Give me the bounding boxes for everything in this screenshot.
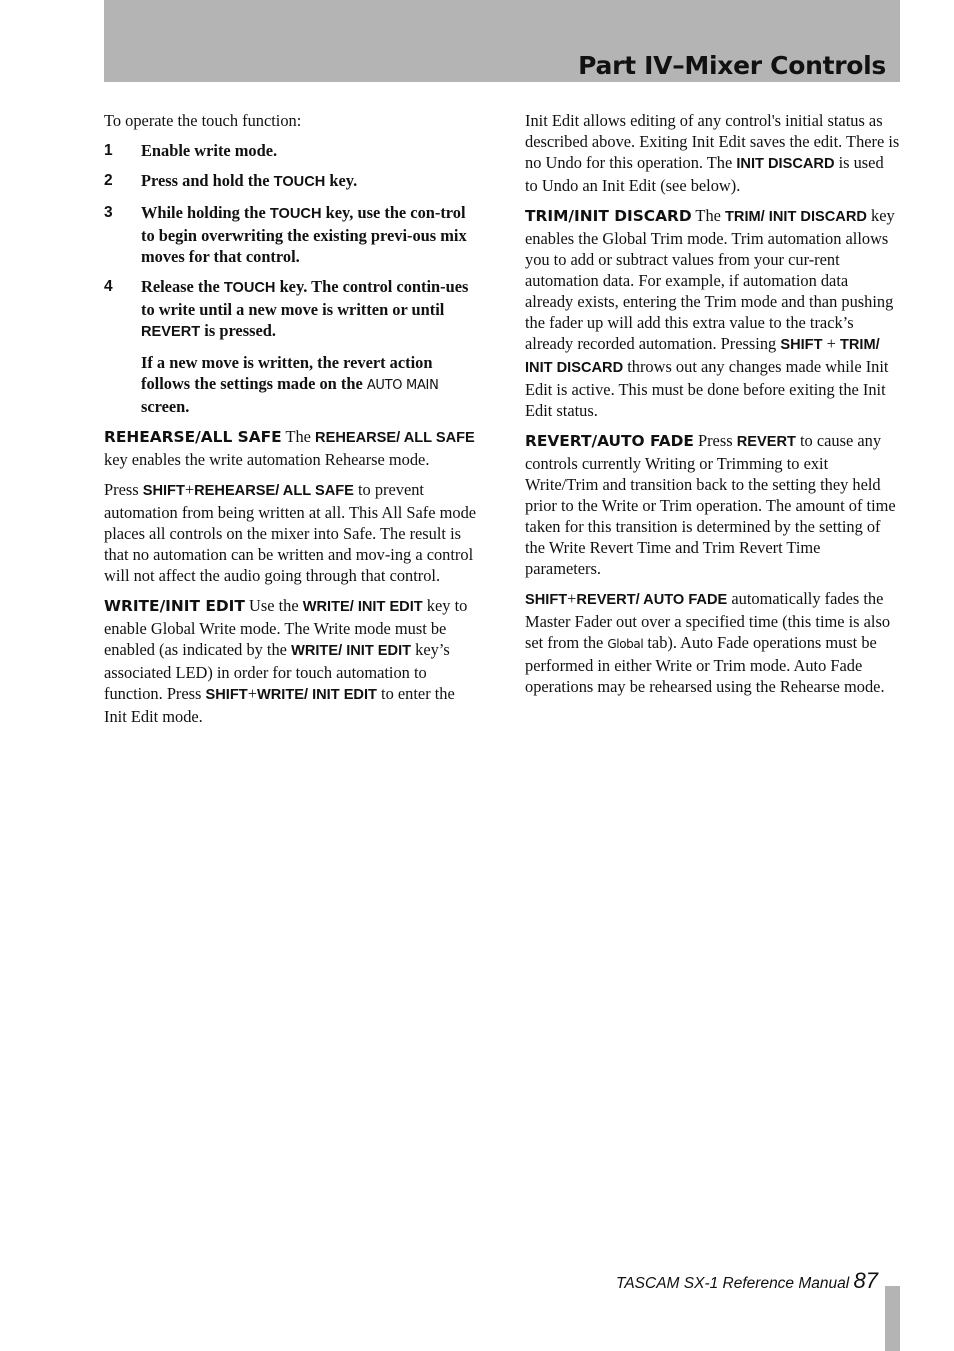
body-text: The [691, 206, 726, 225]
key-name: WRITE/ INIT EDIT [302, 599, 423, 615]
step-number: 4 [104, 278, 113, 295]
body-text: to enter the Init Edit mode. [104, 684, 455, 726]
left-column [104, 110, 478, 736]
body-text: The [281, 427, 316, 446]
body-text: is used to Undo an Init Edit (see below). [525, 153, 884, 195]
footer-text: TASCAM SX-1 Reference Manual [616, 1275, 854, 1292]
step-text: is pressed. [200, 321, 276, 340]
key-name: TOUCH [223, 280, 276, 296]
step-text: If a new move is written, the revert action follows the settings made on the [141, 353, 433, 393]
step-4 [104, 276, 478, 343]
body-text: Init Edit allows editing of any control's initial status as described above. Exiting Init Edit saves the edit. There is no Undo for this operation. The [525, 111, 900, 172]
step-3 [104, 202, 478, 267]
trim-paragraph [525, 205, 900, 421]
body-text: key’s associated LED) in order for touch automation to function. Press [104, 640, 450, 703]
section-heading: WRITE/INIT EDIT [104, 597, 245, 615]
page-footer [616, 1268, 878, 1294]
revert-paragraph [525, 430, 900, 579]
key-name: WRITE/ INIT EDIT [291, 643, 412, 659]
right-column [525, 110, 900, 706]
screen-name: AUTO MAIN [366, 378, 439, 393]
key-name: SHIFT [780, 337, 823, 353]
key-name: SHIFT [525, 592, 568, 608]
step-text: screen. [141, 397, 190, 416]
body-text: Press [693, 431, 737, 450]
step-number: 1 [104, 142, 113, 159]
step-text: Release the [141, 277, 224, 296]
plus-sign: + [247, 684, 257, 703]
init-edit-paragraph [525, 110, 900, 196]
step-4-note [104, 352, 478, 417]
key-name: WRITE/ INIT EDIT [256, 687, 377, 703]
step-text: While holding the [141, 203, 270, 222]
key-name: REVERT [736, 434, 796, 450]
body-text: tab). Auto Fade operations must be performed in either Write or Trim mode. Auto Fade operations may be rehearsed using the Rehearse mode. [525, 633, 885, 696]
body-text: to prevent automation from being written at all. This All Safe mode places all controls on the mixer into Safe. The result is that no automation can be written and mov-ing a control will not affect the audio going through that control. [104, 480, 477, 585]
step-text: key, use the con-trol to begin overwriting the existing previ-ous mix moves for that control. [141, 203, 467, 266]
section-heading: REHEARSE/ALL SAFE [104, 428, 282, 446]
step-1 [104, 140, 478, 161]
body-text: Use the [244, 596, 303, 615]
step-text: key. The control contin-ues to write until a new move is written or until [141, 277, 469, 319]
step-text: key. [325, 171, 358, 190]
header-bar [104, 0, 900, 82]
side-tab-marker [885, 1286, 900, 1351]
plus-sign: + [822, 334, 840, 353]
body-text: throws out any changes made while Init Edit is active. This must be done before exiting the Init Edit status. [525, 357, 889, 420]
screen-name: Global [607, 637, 644, 651]
plus-sign: + [184, 480, 195, 499]
key-name: TOUCH [269, 206, 322, 222]
key-name: REHEARSE/ ALL SAFE [315, 430, 475, 446]
body-text: to cause any controls currently Writing or Trimming to exit Write/Trim and transition back to the setting they held prior to the Write or Trim operation. The amount of time taken for this transition is determined by the setting of the Write Revert Time and Trim Revert Time parameters. [525, 431, 896, 578]
intro-text: To operate the touch function: [104, 111, 302, 130]
write-paragraph [104, 595, 478, 727]
page-number: 87 [853, 1268, 878, 1293]
body-text: automatically fades the Master Fader out over a specified time (this time is also set from the [525, 589, 891, 652]
body-text: key enables the write automation Rehearse mode. [104, 450, 430, 469]
plus-sign: + [567, 589, 577, 608]
step-text: Enable write mode. [141, 141, 278, 160]
rehearse-paragraph [104, 426, 478, 470]
body-text: key enables the Global Trim mode. Trim automation allows you to add or subtract values from your cur-rent automation data. For example, if automation data already exists, entering the Trim mode and than pushing the fader up will add this extra value to the track’s already recorded automation. Pressing [525, 206, 895, 353]
section-heading: REVERT/AUTO FADE [525, 432, 694, 450]
all-safe-paragraph [104, 479, 478, 586]
body-text: Press [104, 480, 143, 499]
key-name: REVERT [141, 324, 201, 340]
key-name: REHEARSE/ ALL SAFE [194, 483, 354, 499]
step-number: 2 [104, 172, 113, 189]
step-number: 3 [104, 204, 113, 221]
auto-fade-paragraph [525, 588, 900, 697]
step-text: Press and hold the [141, 171, 274, 190]
key-name: SHIFT [142, 483, 185, 499]
key-name: TOUCH [273, 174, 326, 190]
key-name: TRIM/ INIT DISCARD [525, 337, 880, 376]
key-name: TRIM/ INIT DISCARD [725, 209, 867, 225]
key-name: REVERT/ AUTO FADE [576, 592, 728, 608]
page-title: Part IV–Mixer Controls [578, 51, 886, 80]
key-name: INIT DISCARD [736, 156, 835, 172]
body-text: key to enable Global Write mode. The Write mode must be enabled (as indicated by the [104, 596, 468, 659]
key-name: SHIFT [205, 687, 248, 703]
step-2 [104, 170, 478, 193]
section-heading: TRIM/INIT DISCARD [525, 207, 692, 225]
